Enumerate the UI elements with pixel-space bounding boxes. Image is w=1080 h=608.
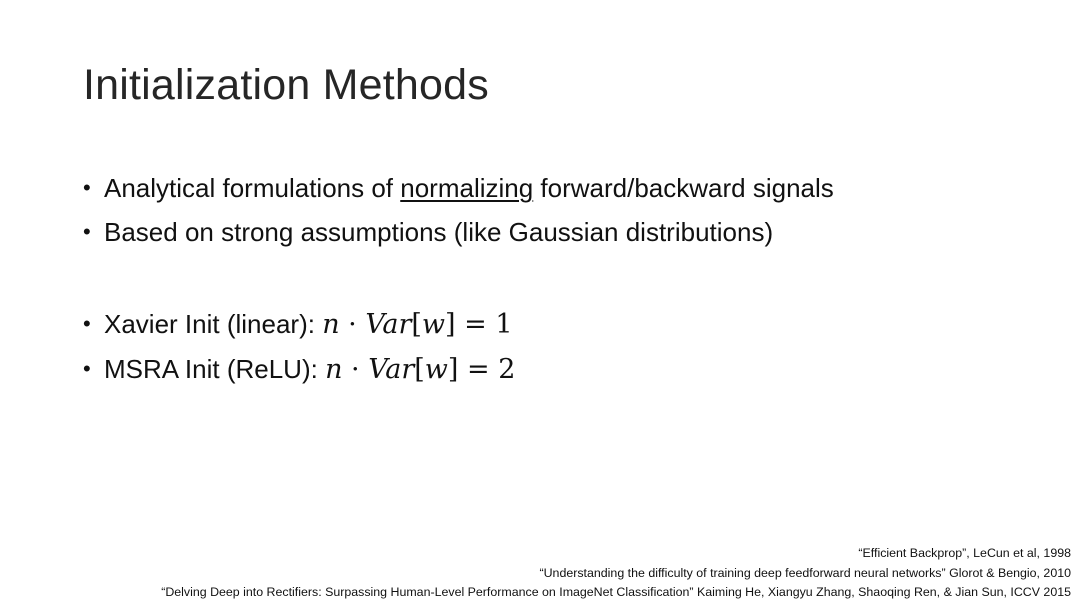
- bullet-analytical-formulations: [83, 166, 834, 210]
- bullet-xavier-init: [83, 302, 515, 347]
- formula-xavier: [322, 309, 512, 340]
- formula-n: n: [325, 354, 343, 385]
- formula-lbracket: [: [411, 309, 422, 340]
- formula-dot: ·: [342, 354, 369, 385]
- bullet-label: MSRA Init (ReLU):: [104, 354, 326, 384]
- bullet-text: Based on strong assumptions (like Gaussian distributions): [104, 217, 774, 247]
- underlined-word-normalizing: normalizing: [400, 173, 534, 203]
- reference-he-et-al: “Delving Deep into Rectifiers: Surpassing Human-Level Performance on ImageNet Classification” Kaiming He, Xiangyu Zhang, Shaoqing Ren, & Jian Sun, ICCV 2015: [161, 585, 1071, 600]
- bullet-list-overview: [83, 166, 834, 254]
- bullet-list-init-methods: [83, 302, 515, 392]
- bullet-strong-assumptions: [83, 210, 834, 254]
- formula-equals: =: [455, 309, 496, 340]
- formula-lbracket: [: [414, 354, 425, 385]
- bullet-dot-icon: •: [83, 175, 91, 200]
- slide-title: Initialization Methods: [83, 61, 489, 109]
- formula-rhs: 1: [495, 309, 513, 340]
- references: [161, 544, 1071, 603]
- formula-w: w: [424, 354, 448, 385]
- formula-var: Var: [365, 309, 412, 340]
- formula-msra: [325, 354, 515, 385]
- bullet-dot-icon: •: [83, 219, 91, 244]
- bullet-dot-icon: •: [83, 311, 91, 336]
- formula-dot: ·: [339, 309, 366, 340]
- bullet-msra-init: [83, 347, 515, 392]
- bullet-dot-icon: •: [83, 356, 91, 381]
- bullet-text-after: forward/backward signals: [533, 173, 834, 203]
- formula-rbracket: ]: [445, 309, 456, 340]
- formula-rhs: 2: [498, 354, 516, 385]
- formula-equals: =: [458, 354, 499, 385]
- formula-rbracket: ]: [447, 354, 459, 385]
- formula-w: w: [421, 309, 446, 340]
- formula-var: Var: [368, 354, 415, 385]
- bullet-text-before: Analytical formulations of: [104, 173, 401, 203]
- reference-lecun: “Efficient Backprop”, LeCun et al, 1998: [858, 546, 1071, 561]
- reference-glorot-bengio: “Understanding the difficulty of training deep feedforward neural networks” Glorot & Bengio, 2010: [539, 565, 1071, 580]
- bullet-label: Xavier Init (linear):: [104, 309, 323, 339]
- formula-n: n: [322, 309, 340, 340]
